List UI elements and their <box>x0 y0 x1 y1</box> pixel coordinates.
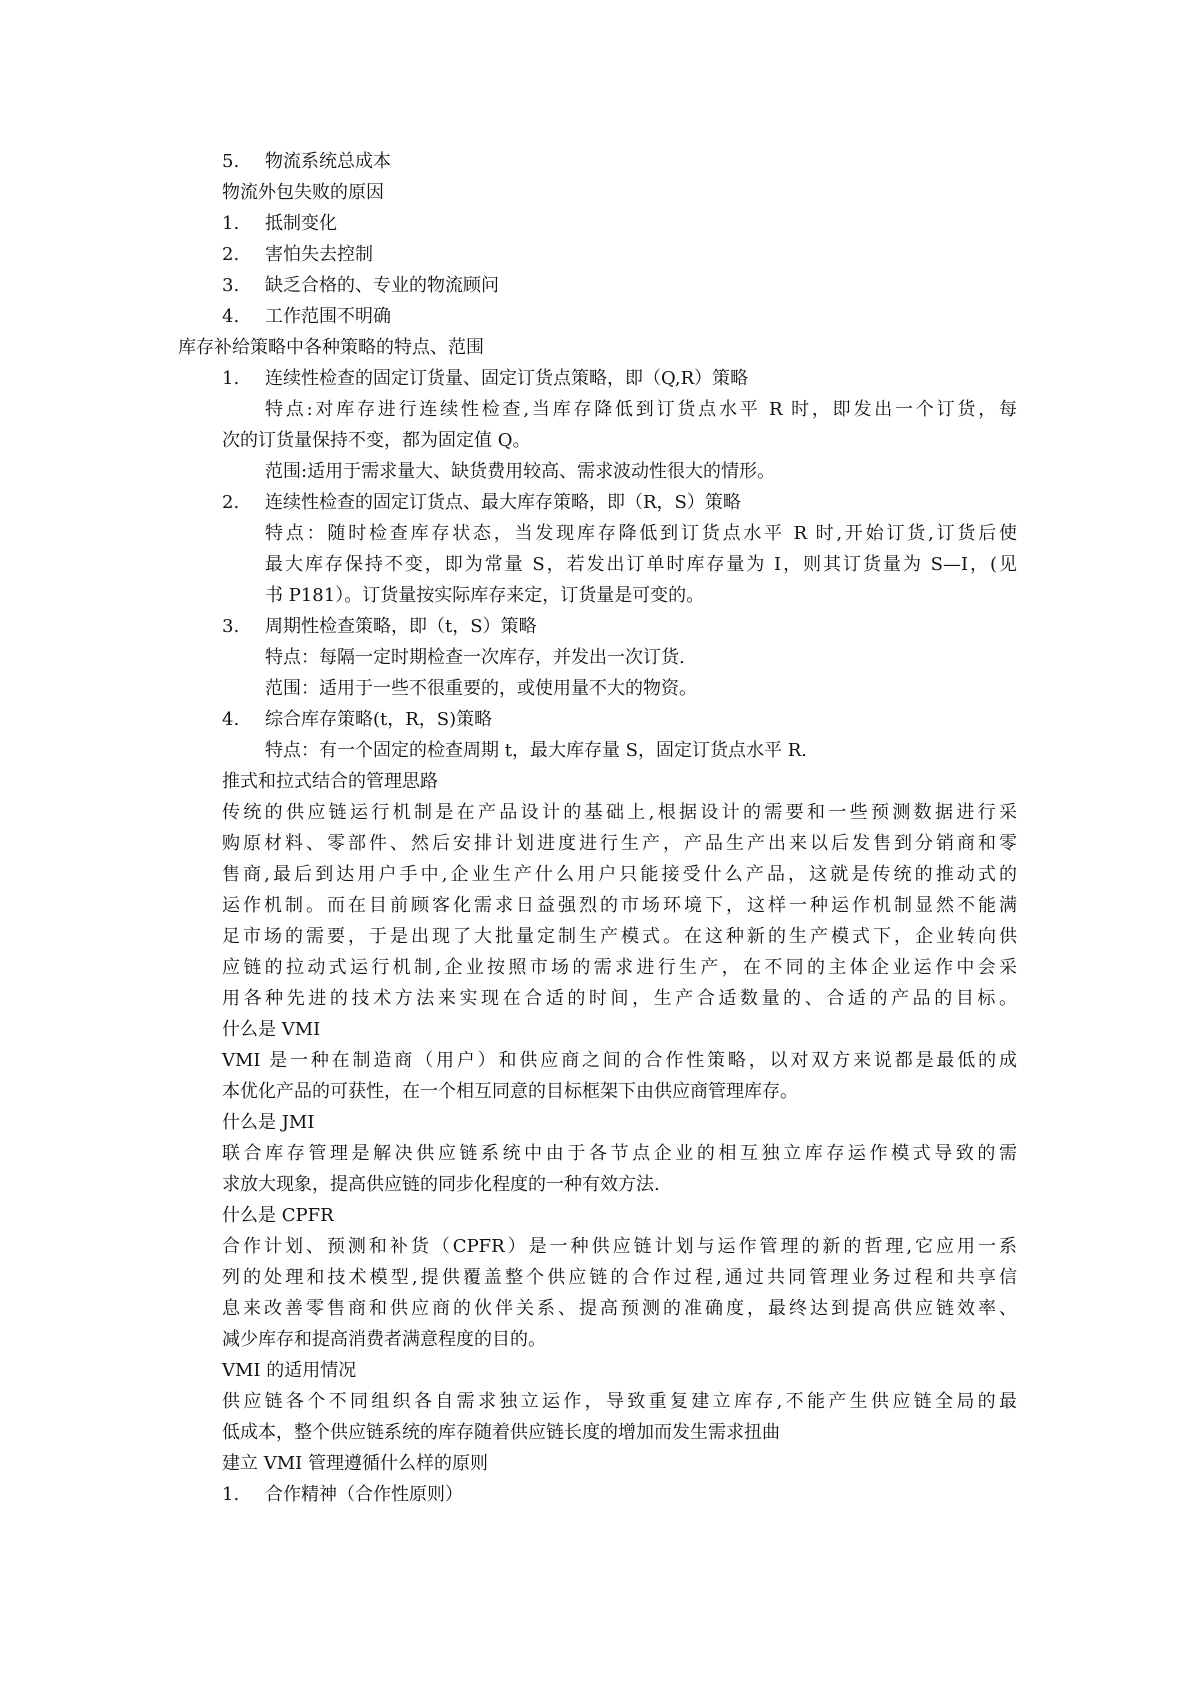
section-heading: 物流外包失败的原因 <box>222 182 384 203</box>
strategy-feature: 书 P181）。订货量按实际库存来定，订货量是可变的。 <box>265 585 705 606</box>
strategy-title: 综合库存策略(t，R，S)策略 <box>265 709 493 730</box>
paragraph-line: 本优化产品的可获性，在一个相互同意的目标框架下由供应商管理库存。 <box>222 1081 798 1102</box>
section-heading: 什么是 JMI <box>222 1112 315 1133</box>
strategy-feature: 特点：每隔一定时期检查一次库存，并发出一次订货. <box>265 647 685 668</box>
paragraph-line: 息来改善零售商和供应商的伙伴关系、提高预测的准确度，最终达到提高供应链效率、 <box>222 1298 1017 1319</box>
list-number: 3. <box>222 275 240 296</box>
paragraph-line: 低成本，整个供应链系统的库存随着供应链长度的增加而发生需求扭曲 <box>222 1422 780 1443</box>
section-heading: 什么是 CPFR <box>222 1205 334 1226</box>
section-heading: VMI 的适用情况 <box>222 1360 357 1381</box>
list-item-text: 抵制变化 <box>265 213 337 234</box>
paragraph-line: VMI 是一种在制造商（用户）和供应商之间的合作性策略，以对双方来说都是最低的成 <box>222 1050 1017 1071</box>
paragraph-line: 减少库存和提高消费者满意程度的目的。 <box>222 1329 546 1350</box>
list-number: 1. <box>222 1484 240 1505</box>
list-number: 4. <box>222 709 240 730</box>
strategy-feature: 次的订货量保持不变，都为固定值 Q。 <box>222 430 531 451</box>
list-item-text: 物流系统总成本 <box>265 151 391 172</box>
strategy-title: 连续性检查的固定订货点、最大库存策略，即（R，S）策略 <box>265 492 741 513</box>
paragraph-line: 足市场的需要，于是出现了大批量定制生产模式。在这种新的生产模式下，企业转向供 <box>222 926 1017 947</box>
section-heading: 推式和拉式结合的管理思路 <box>222 771 438 792</box>
list-number: 3. <box>222 616 240 637</box>
strategy-feature: 最大库存保持不变，即为常量 S，若发出订单时库存量为 I，则其订货量为 S—I，(见 <box>265 554 1017 575</box>
list-number: 2. <box>222 244 240 265</box>
paragraph-line: 列的处理和技术模型,提供覆盖整个供应链的合作过程,通过共同管理业务过程和共享信 <box>222 1267 1017 1288</box>
paragraph-line: 合作计划、预测和补货（CPFR）是一种供应链计划与运作管理的新的哲理,它应用一系 <box>222 1236 1017 1257</box>
strategy-feature: 特点:对库存进行连续性检查,当库存降低到订货点水平 R 时，即发出一个订货，每 <box>265 399 1017 420</box>
section-heading: 库存补给策略中各种策略的特点、范围 <box>178 337 484 358</box>
strategy-feature: 特点：随时检查库存状态，当发现库存降低到订货点水平 R 时,开始订货,订货后使 <box>265 523 1017 544</box>
paragraph-line: 传统的供应链运行机制是在产品设计的基础上,根据设计的需要和一些预测数据进行采 <box>222 802 1017 823</box>
strategy-title: 连续性检查的固定订货量、固定订货点策略，即（Q,R）策略 <box>265 368 749 389</box>
list-item-text: 合作精神（合作性原则） <box>265 1484 463 1505</box>
strategy-feature: 特点：有一个固定的检查周期 t，最大库存量 S，固定订货点水平 R. <box>265 740 808 761</box>
list-number: 5. <box>222 151 240 172</box>
list-number: 1. <box>222 368 240 389</box>
paragraph-line: 联合库存管理是解决供应链系统中由于各节点企业的相互独立库存运作模式导致的需 <box>222 1143 1017 1164</box>
list-item-text: 工作范围不明确 <box>265 306 391 327</box>
section-heading: 什么是 VMI <box>222 1019 321 1040</box>
paragraph-line: 求放大现象，提高供应链的同步化程度的一种有效方法. <box>222 1174 660 1195</box>
paragraph-line: 应链的拉动式运行机制,企业按照市场的需求进行生产，在不同的主体企业运作中会采 <box>222 957 1017 978</box>
paragraph-line: 用各种先进的技术方法来实现在合适的时间，生产合适数量的、合适的产品的目标。 <box>222 988 1017 1009</box>
paragraph-line: 运作机制。而在目前顾客化需求日益强烈的市场环境下，这样一种运作机制显然不能满 <box>222 895 1017 916</box>
list-item-text: 害怕失去控制 <box>265 244 373 265</box>
list-number: 4. <box>222 306 240 327</box>
list-number: 1. <box>222 213 240 234</box>
strategy-title: 周期性检查策略，即（t，S）策略 <box>265 616 537 637</box>
paragraph-line: 供应链各个不同组织各自需求独立运作，导致重复建立库存,不能产生供应链全局的最 <box>222 1391 1017 1412</box>
paragraph-line: 购原材料、零部件、然后安排计划进度进行生产，产品生产出来以后发售到分销商和零 <box>222 833 1017 854</box>
section-heading: 建立 VMI 管理遵循什么样的原则 <box>222 1453 488 1474</box>
strategy-scope: 范围：适用于一些不很重要的，或使用量不大的物资。 <box>265 678 697 699</box>
list-item-text: 缺乏合格的、专业的物流顾问 <box>265 275 499 296</box>
strategy-scope: 范围:适用于需求量大、缺货费用较高、需求波动性很大的情形。 <box>265 461 776 482</box>
list-number: 2. <box>222 492 240 513</box>
paragraph-line: 售商,最后到达用户手中,企业生产什么用户只能接受什么产品，这就是传统的推动式的 <box>222 864 1017 885</box>
